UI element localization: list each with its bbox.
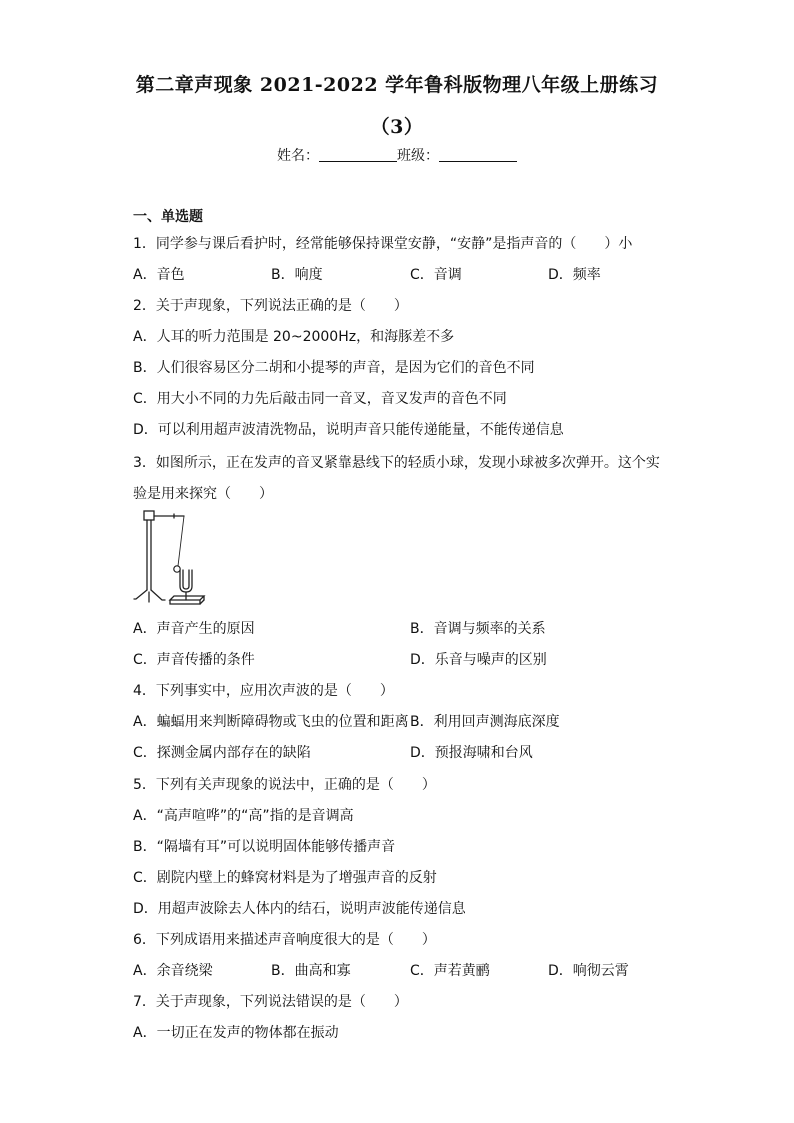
figure-thread [178,516,184,566]
name-label: 姓名： [277,148,319,164]
q5-option-c: C．剧院内壁上的蜂窝材料是为了增强声音的反射 [133,870,437,886]
q1-option-b: B．响度 [271,267,323,283]
q4-option-d: D．预报海啸和台风 [410,745,533,761]
question-3-stem-line-1: 3．如图所示，正在发声的音叉紧靠悬线下的轻质小球，发现小球被多次弹开。这个实 [133,455,660,471]
q7-option-a: A．一切正在发声的物体都在振动 [133,1025,339,1041]
question-5-stem: 5．下列有关声现象的说法中，正确的是（ ） [133,777,436,793]
figure-clamp [144,511,154,520]
q2-option-c: C．用大小不同的力先后敲击同一音叉，音叉发声的音色不同 [133,391,507,407]
q3-option-d: D．乐音与噪声的区别 [410,652,547,668]
q3-option-b: B．音调与频率的关系 [410,621,546,637]
q6-option-d: D．响彻云霄 [548,963,629,979]
question-1-stem: 1．同学参与课后看护时，经常能够保持课堂安静，“安静”是指声音的（ ）小 [133,236,633,252]
tuning-fork-apparatus-figure [128,508,213,608]
figure-base [134,590,147,599]
q4-option-b: B．利用回声测海底深度 [410,714,560,730]
title-line-2: （3） [370,116,424,138]
figure-ball [174,566,180,572]
q3-option-c: C．声音传播的条件 [133,652,255,668]
q6-option-b: B．曲高和寡 [271,963,351,979]
section-heading: 一、单选题 [133,209,203,225]
q5-option-d: D．用超声波除去人体内的结石，说明声波能传递信息 [133,901,466,917]
q4-option-a: A．蝙蝠用来判断障碍物或飞虫的位置和距离 [133,714,409,730]
title-line-1: 第二章声现象 2021-2022 学年鲁科版物理八年级上册练习 [135,74,659,96]
q1-option-d: D．频率 [548,267,601,283]
q1-option-a: A．音色 [133,267,185,283]
question-6-stem: 6．下列成语用来描述声音响度很大的是（ ） [133,932,436,948]
q2-option-a: A．人耳的听力范围是 20~2000Hz，和海豚差不多 [133,329,455,345]
q6-option-c: C．声若黄鹂 [410,963,490,979]
class-label: 班级： [397,148,439,164]
q2-option-d: D．可以利用超声波清洗物品，说明声音只能传递能量，不能传递信息 [133,422,564,438]
figure-resonance-box [170,596,204,600]
q1-option-c: C．音调 [410,267,462,283]
class-blank[interactable] [439,147,517,162]
q2-option-b: B．人们很容易区分二胡和小提琴的声音，是因为它们的音色不同 [133,360,535,376]
question-4-stem: 4．下列事实中，应用次声波的是（ ） [133,683,394,699]
q5-option-b: B．“隔墙有耳”可以说明固体能够传播声音 [133,839,396,855]
question-7-stem: 7．关于声现象，下列说法错误的是（ ） [133,994,408,1010]
q4-option-c: C．探测金属内部存在的缺陷 [133,745,311,761]
q5-option-a: A．“高声喧哗”的“高”指的是音调高 [133,808,354,824]
student-info [0,145,794,165]
q3-option-a: A．声音产生的原因 [133,621,255,637]
name-blank[interactable] [319,147,397,162]
question-2-stem: 2．关于声现象，下列说法正确的是（ ） [133,298,408,314]
q6-option-a: A．余音绕梁 [133,963,213,979]
question-3-stem-line-2: 验是用来探究（ ） [133,486,273,502]
